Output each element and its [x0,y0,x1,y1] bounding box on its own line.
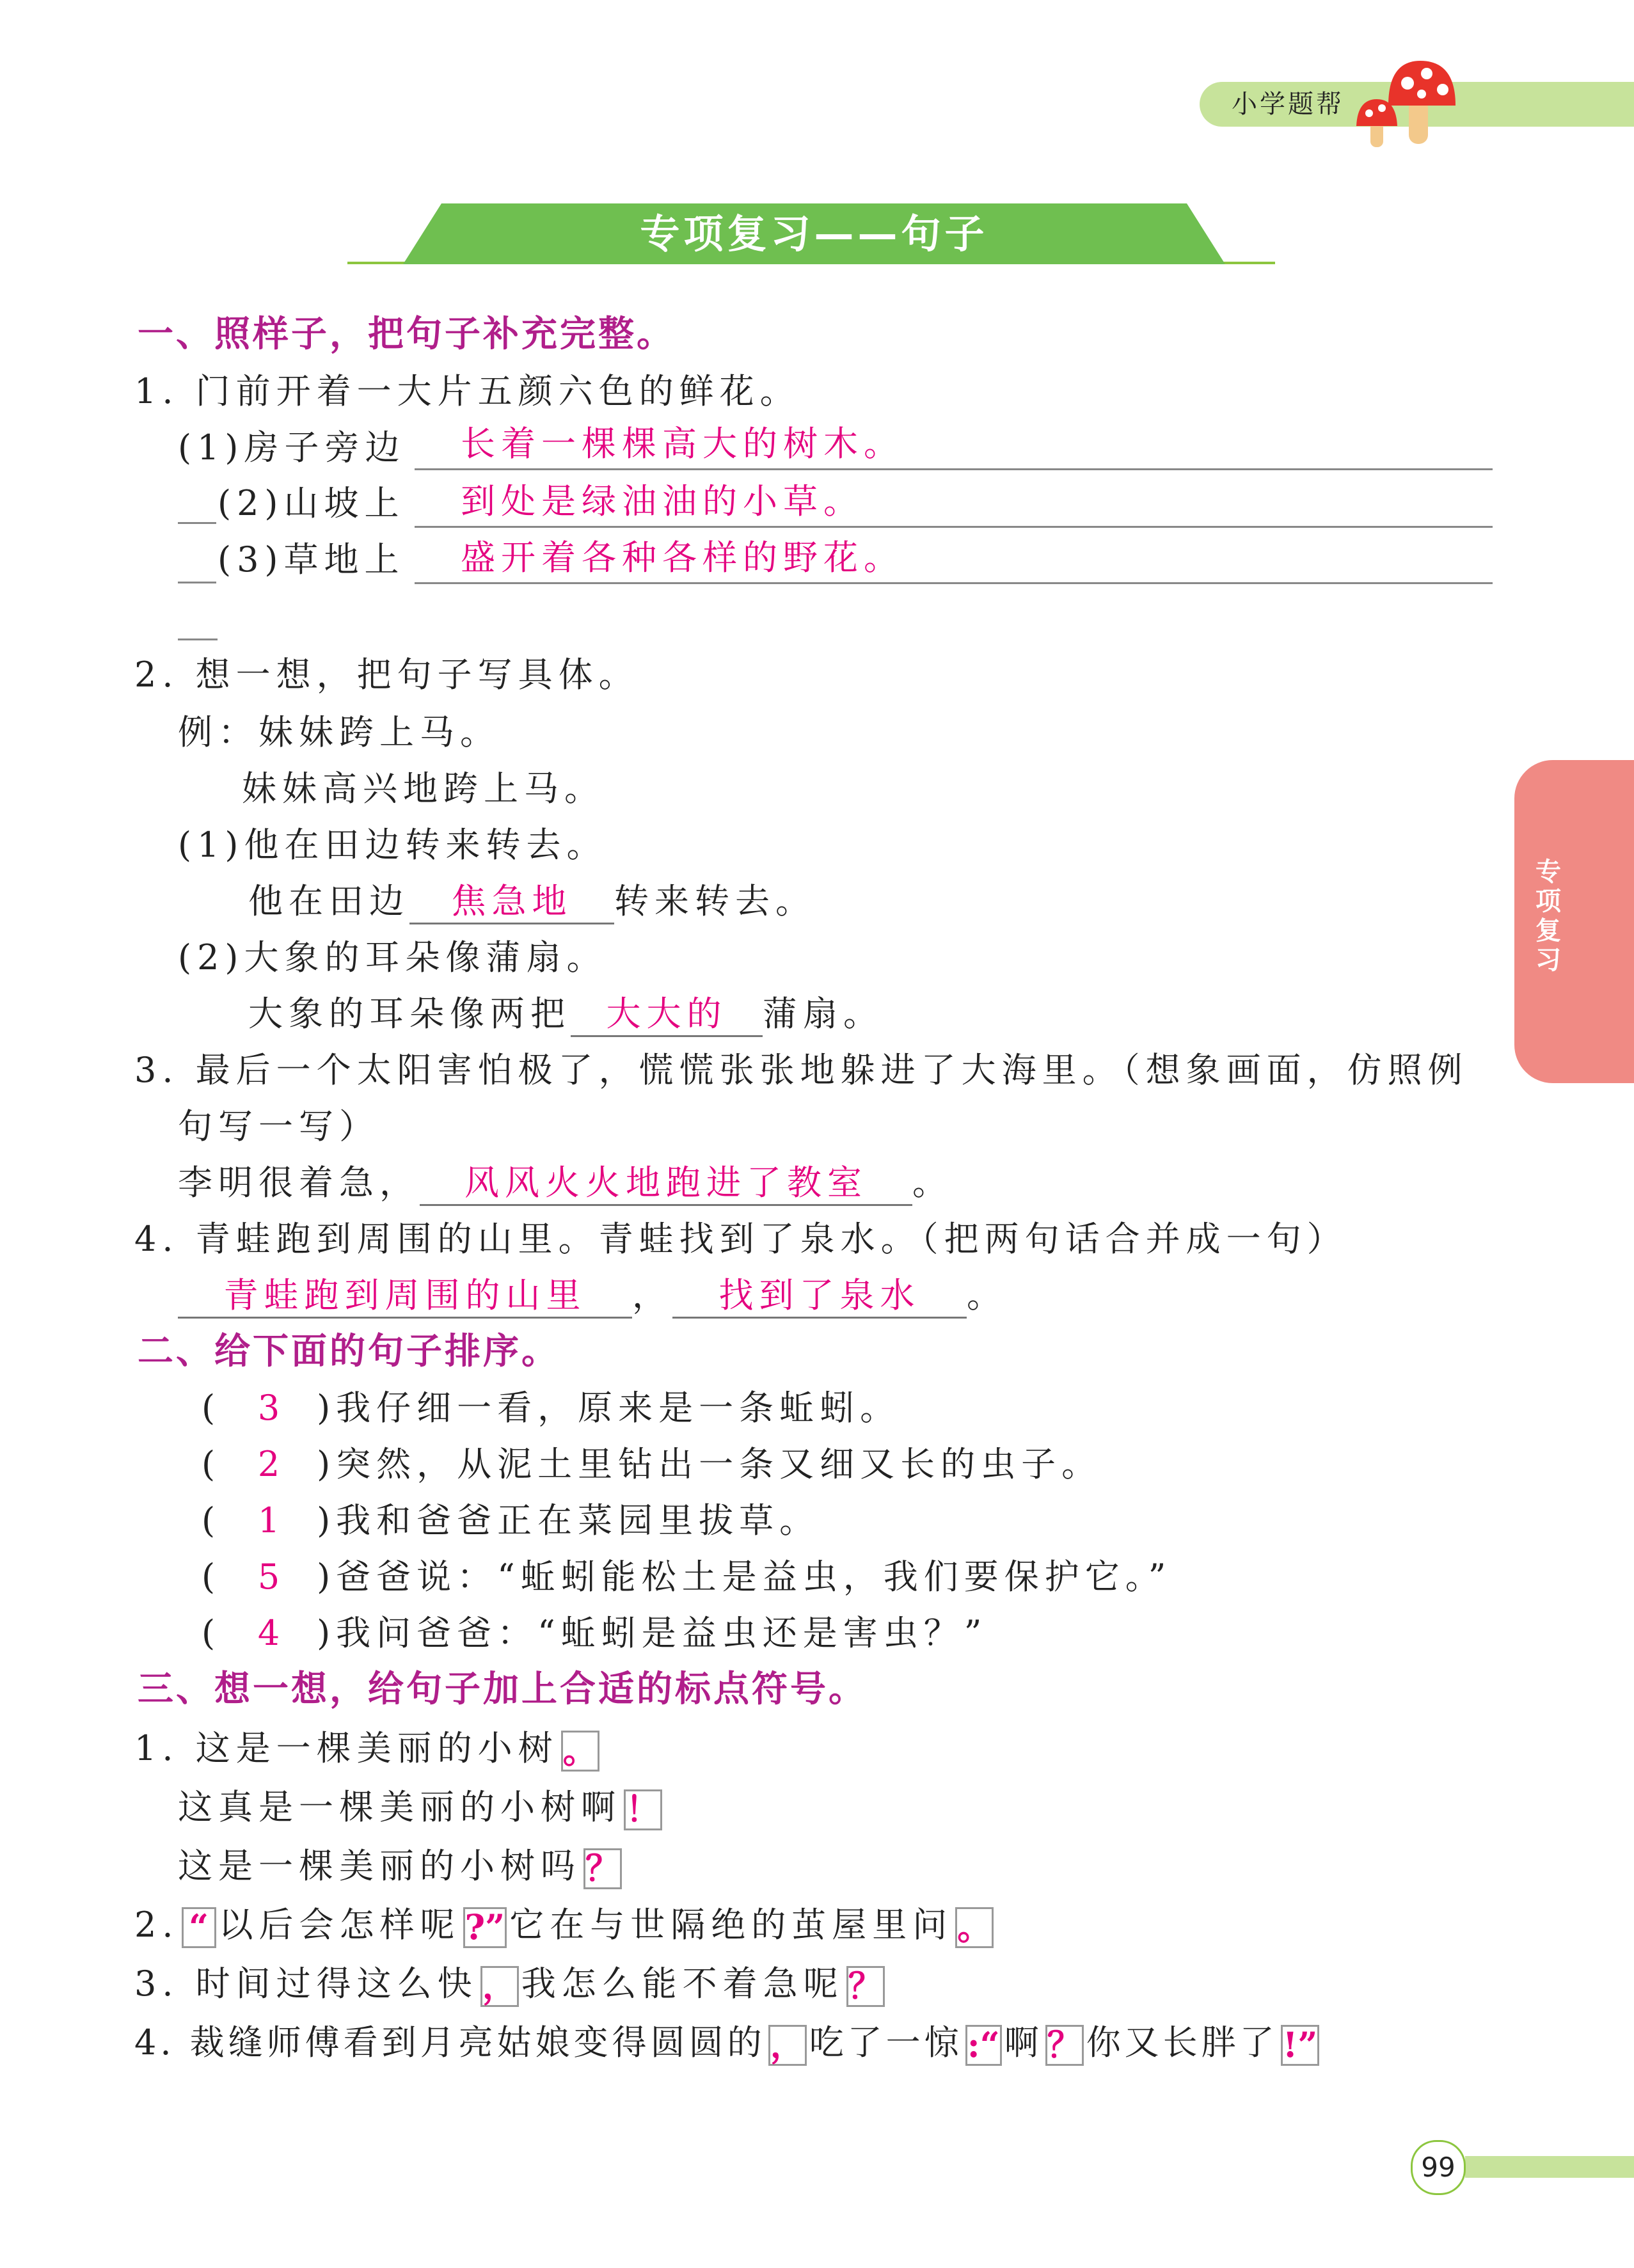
q2-example-1: 例：妹妹跨上马。 [178,712,500,752]
q2-item1-fill: 他在田边 焦急地 转来转去。 [248,879,816,924]
q1-item3-label: (3)草地上 [218,539,405,580]
q2-item2-fill: 大象的耳朵像两把 大大的 蒲扇。 [248,992,884,1037]
q1-item2-lead-rule [178,481,216,524]
punct-box: ？ [846,1966,885,2007]
q1-short-rule [178,638,218,640]
order-item-1: ( 3 )我仔细一看，原来是一条蚯蚓。 [202,1388,901,1428]
q2-item1: (1)他在田边转来转去。 [178,825,607,865]
punct-line-3: 这是一棵美丽的小树吗 ？ [178,1844,624,1889]
order-item-3: ( 1 )我和爸爸正在菜园里拔草。 [202,1500,820,1541]
q1-item3-answer: 盛开着各种各样的野花。 [461,537,904,578]
q1-item1-label: (1)房子旁边 [178,427,406,468]
page-number: 99 [1411,2140,1466,2195]
punct-box: ？ [583,1848,622,1889]
page-title: 专项复习——句子 [640,210,988,257]
punct-box: :“ [965,2025,1002,2066]
section3-heading: 三、想一想，给句子加上合适的标点符号。 [138,1669,867,1710]
q2-item1-answer: 焦急地 [409,880,614,924]
order-item-5: ( 4 )我问爸爸：“蚯蚓是益虫还是害虫？” [202,1613,988,1653]
punct-box: ， [480,1966,519,2007]
q1-item2-rule [415,481,1493,528]
brand-label: 小学题帮 [1232,90,1344,119]
punct-line-1: 1. 这是一棵美丽的小树 。 [134,1726,602,1772]
punct-line-5: 3. 时间过得这么快 ， 我怎么能不着急呢 ？ [134,1962,887,2007]
q4-answer-1: 青蛙跑到周围的山里 [178,1274,632,1319]
q1-item2-answer: 到处是绿油油的小草。 [461,481,864,521]
punct-box: ？ [1045,2025,1084,2066]
q1-item2-label: (2)山坡上 [218,483,405,523]
q4-fill: 青蛙跑到周围的山里 ， 找到了泉水 。 [178,1273,1007,1319]
side-tab-label: 专项复习 [1535,857,1561,975]
q3-answer: 风风火火地跑进了教室 [420,1162,912,1206]
q2-example-2: 妹妹高兴地跨上马。 [242,768,605,809]
q2-stem: 2. 想一想，把句子写具体。 [134,654,639,695]
punct-box: ， [768,2025,807,2066]
punct-box: ?” [463,1907,507,1948]
q3-stem-1: 3. 最后一个太阳害怕极了，慌慌张张地躲进了大海里。（想象画面，仿照例 [134,1050,1468,1090]
punct-line-6: 4. 裁缝师傅看到月亮姑娘变得圆圆的 ， 吃了一惊 :“ 啊 ？ 你又长胖了 !” [134,2020,1322,2066]
section2-heading: 二、给下面的句子排序。 [138,1331,560,1372]
punct-box: ！ [624,1789,662,1830]
q3-fill: 李明很着急， 风风火火地跑进了教室 。 [178,1161,953,1206]
q1-item3-rule [415,537,1493,584]
q2-item2-answer: 大大的 [571,993,763,1037]
q1-stem: 1. 门前开着一大片五颜六色的鲜花。 [134,371,800,411]
punct-box: 。 [561,1731,599,1772]
q2-item2: (2)大象的耳朵像蒲扇。 [178,937,607,978]
order-item-4: ( 5 )爸爸说：“蚯蚓能松土是益虫，我们要保护它。” [202,1557,1172,1597]
mushroom-icon [1350,54,1465,150]
q1-item3-lead-rule [178,541,216,583]
footer-bar [1465,2156,1634,2178]
punct-box: 。 [955,1907,994,1948]
punct-box: !” [1281,2025,1320,2066]
punct-line-4: 2. “ 以后会怎样呢 ?” 它在与世隔绝的茧屋里问 。 [134,1903,996,1948]
section1-heading: 一、照样子，把句子补充完整。 [138,313,675,355]
order-item-2: ( 2 )突然，从泥土里钻出一条又细又长的虫子。 [202,1444,1102,1484]
q1-item1-answer: 长着一棵棵高大的树木。 [461,424,904,464]
q3-stem-2: 句写一写） [178,1106,379,1146]
q4-answer-2: 找到了泉水 [672,1274,967,1319]
q4-stem: 4. 青蛙跑到周围的山里。青蛙找到了泉水。（把两句话合并成一句） [134,1219,1347,1259]
q1-item1-rule [415,424,1493,470]
punct-box: “ [182,1907,216,1948]
punct-line-2: 这真是一棵美丽的小树啊 ！ [178,1785,665,1830]
